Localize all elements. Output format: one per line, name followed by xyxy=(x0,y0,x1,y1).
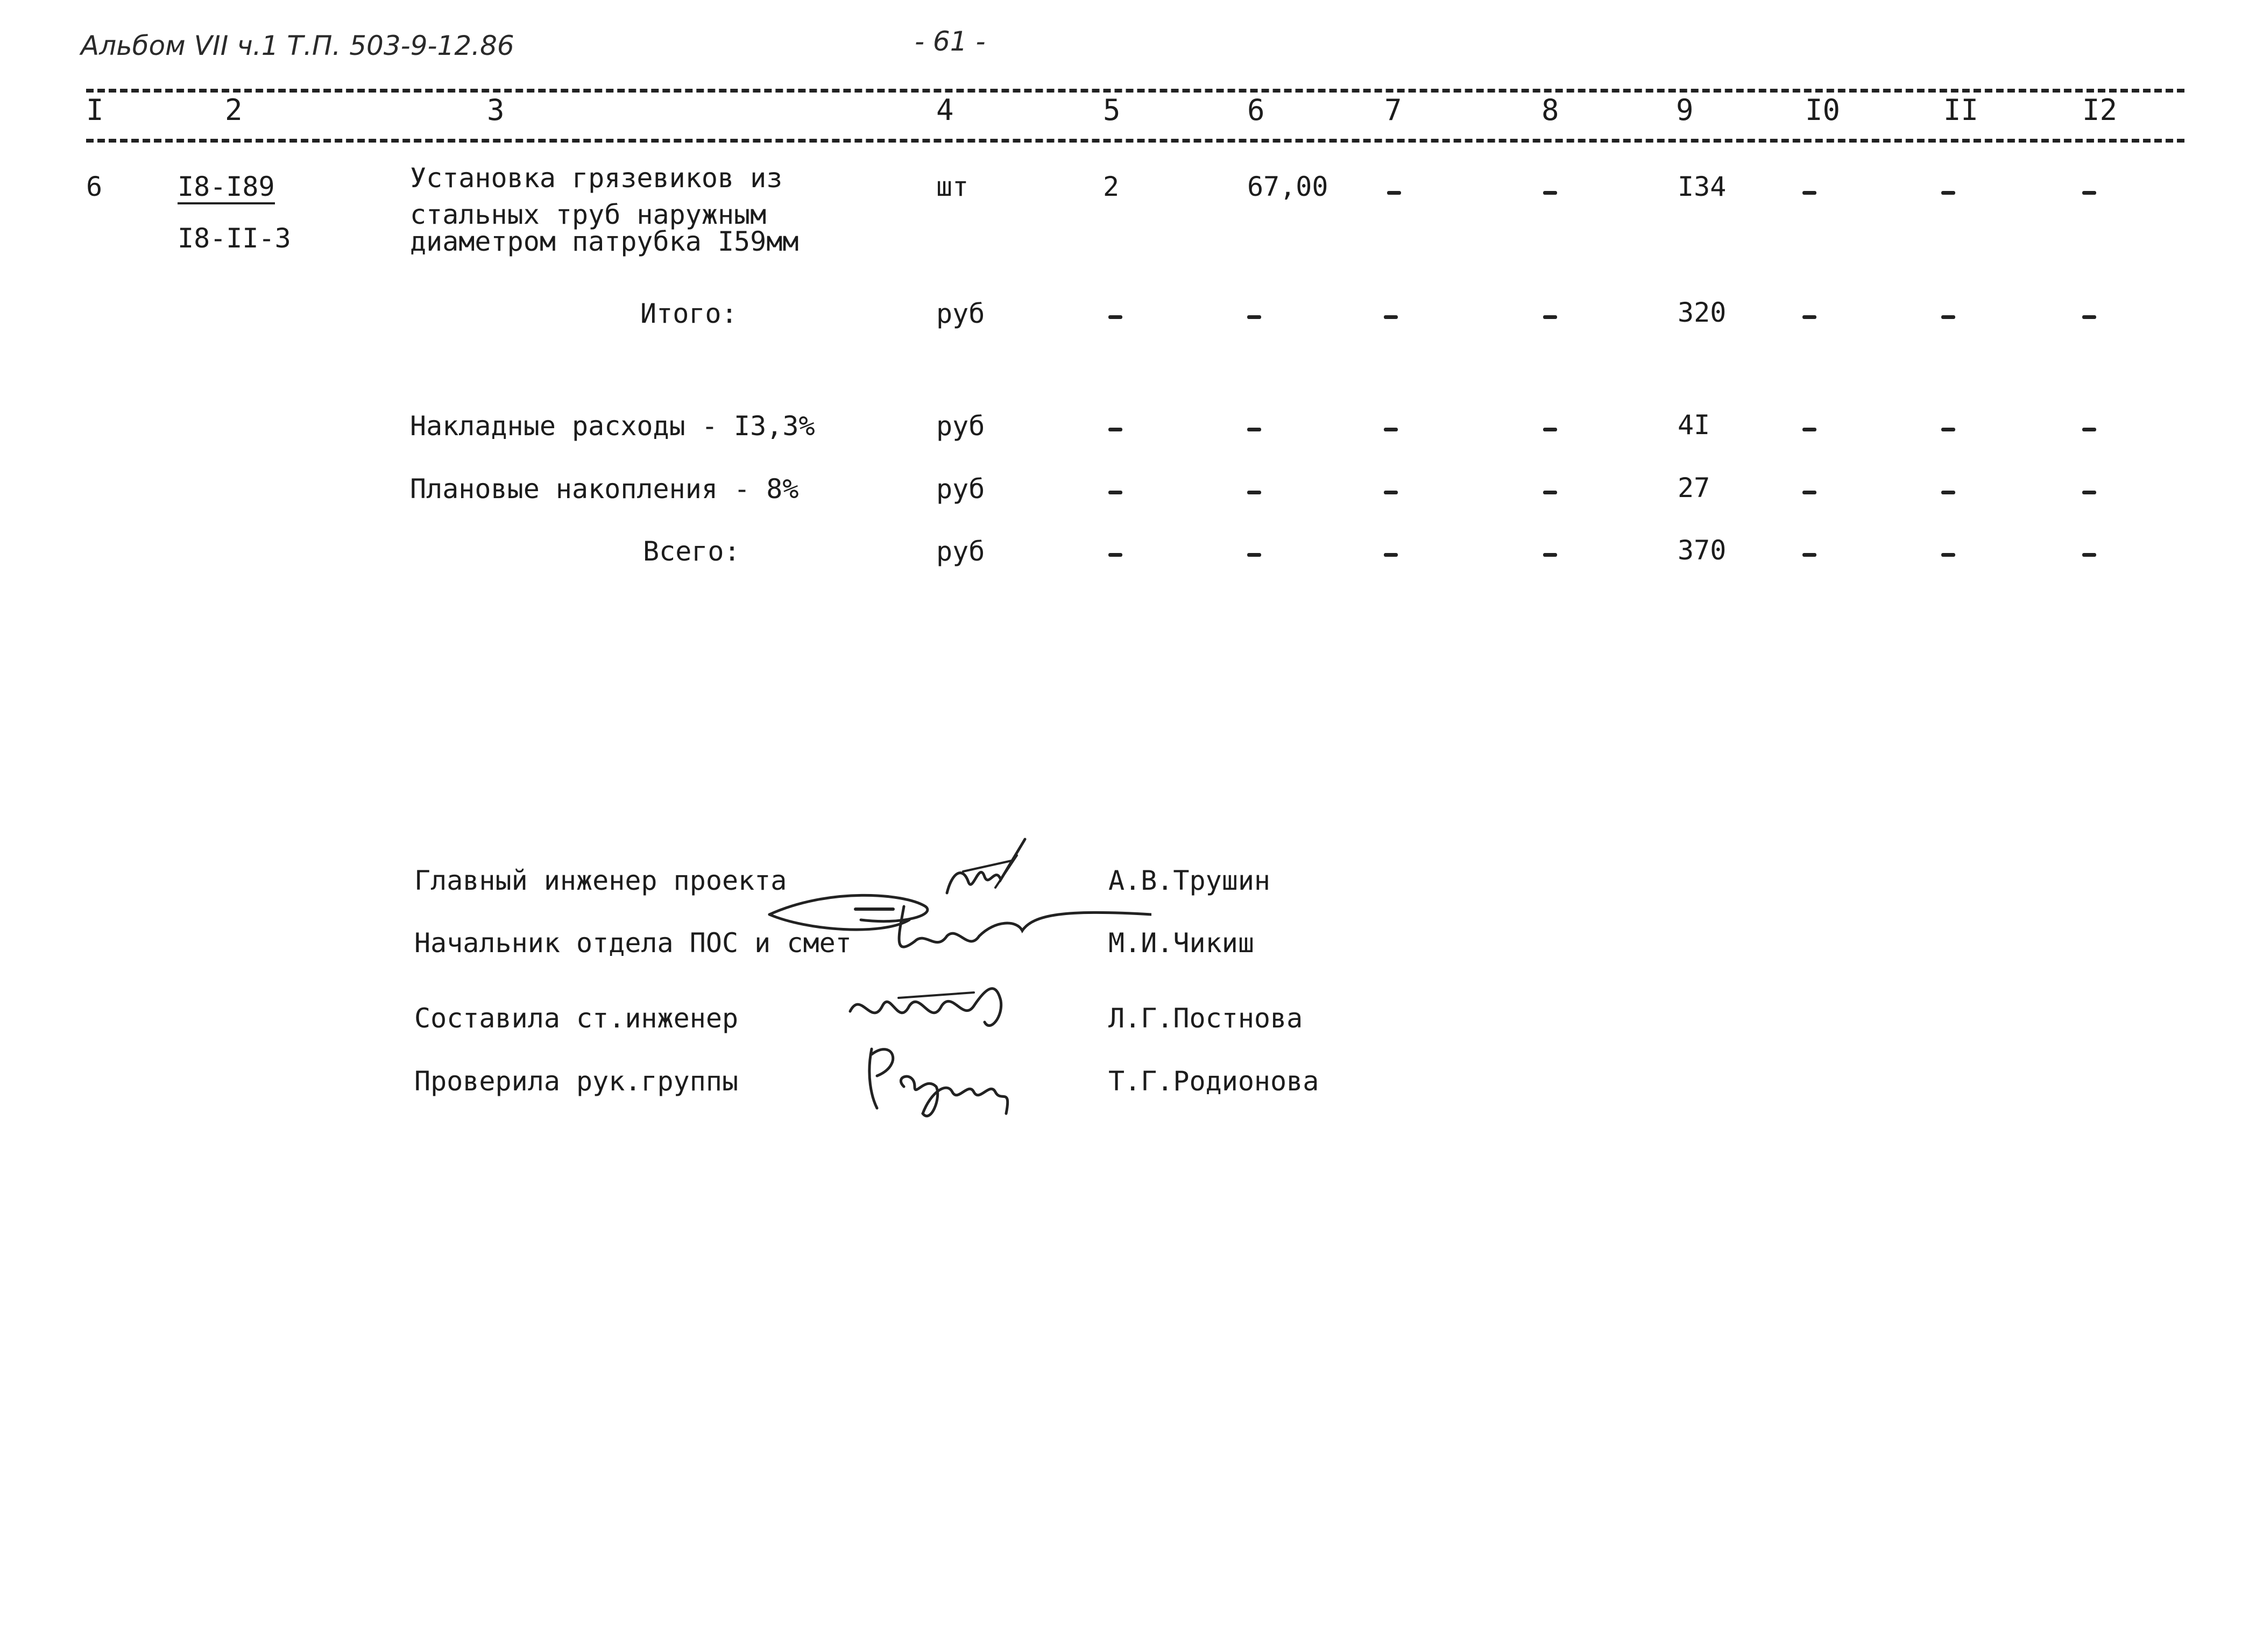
column-header: II xyxy=(1943,93,1979,127)
dash-cell xyxy=(1941,428,1955,431)
signatory-name: Л.Г.Постнова xyxy=(1108,1003,1303,1034)
column-header: I xyxy=(86,93,104,127)
column-header: I2 xyxy=(2082,93,2118,127)
dash-cell xyxy=(1941,491,1955,494)
rate-code-sub: I8-II-3 xyxy=(178,223,291,254)
dash-cell xyxy=(2082,553,2096,557)
dash-cell xyxy=(1543,491,1557,494)
unit-cell: шт xyxy=(936,171,969,202)
dash-cell xyxy=(1384,428,1398,431)
signature-chikish xyxy=(764,877,1151,968)
rate-code: I8-I89 xyxy=(178,173,275,204)
dash-cell xyxy=(1108,315,1122,319)
dash-cell xyxy=(1108,553,1122,557)
column-header: 2 xyxy=(225,93,243,127)
dash-cell xyxy=(2082,191,2096,195)
unit-cell: руб xyxy=(936,410,985,442)
unit-cell: руб xyxy=(936,473,985,505)
dash-cell xyxy=(1247,553,1261,557)
dash-cell xyxy=(1247,315,1261,319)
total-cell: 370 xyxy=(1678,535,1727,566)
total-cell: 27 xyxy=(1678,472,1710,504)
row-label: Итого: xyxy=(640,298,738,329)
dash-cell xyxy=(1247,491,1261,494)
dash-cell xyxy=(1543,191,1557,195)
signatory-name: А.В.Трушин xyxy=(1108,865,1271,896)
row-label: Накладные расходы - I3,3% xyxy=(410,410,815,442)
column-header: 6 xyxy=(1247,93,1265,127)
signature-postnova xyxy=(839,968,1012,1044)
unit-cell: руб xyxy=(936,298,985,329)
dash-cell xyxy=(1543,428,1557,431)
quantity-cell: 2 xyxy=(1103,171,1120,202)
column-header: 8 xyxy=(1541,93,1559,127)
dash-cell xyxy=(1108,491,1122,494)
unit-price-cell: 67,00 xyxy=(1247,171,1328,202)
item-description-line: диаметром патрубка I59мм xyxy=(410,226,799,257)
dash-cell xyxy=(1802,191,1816,195)
dash-cell xyxy=(2082,315,2096,319)
column-header: 9 xyxy=(1676,93,1694,127)
dash-cell xyxy=(2082,428,2096,431)
row-label: Плановые накопления - 8% xyxy=(410,473,799,505)
dash-cell xyxy=(1941,315,1955,319)
dash-cell xyxy=(2082,491,2096,494)
dash-cell xyxy=(1941,191,1955,195)
page-number: - 61 - xyxy=(915,26,986,57)
unit-cell: руб xyxy=(936,536,985,567)
row-label: Всего: xyxy=(643,536,740,567)
signatory-name: М.И.Чикиш xyxy=(1108,927,1254,959)
dash-cell xyxy=(1384,491,1398,494)
signatory-role: Проверила рук.группы xyxy=(414,1066,739,1097)
signatory-role: Главный инженер проекта xyxy=(414,865,787,896)
album-reference: Альбом VII ч.1 Т.П. 503-9-12.86 xyxy=(81,30,514,61)
item-description-line: стальных труб наружным xyxy=(410,199,767,230)
dash-cell xyxy=(1543,553,1557,557)
item-description-line: Установка грязевиков из xyxy=(410,162,783,194)
dash-cell xyxy=(1802,491,1816,494)
signatory-role: Составила ст.инженер xyxy=(414,1003,739,1034)
signatory-role: Начальник отдела ПОС и смет xyxy=(414,927,852,959)
dash-cell xyxy=(1384,315,1398,319)
dash-cell xyxy=(1802,553,1816,557)
total-cell: 4I xyxy=(1678,409,1710,441)
signatory-name: Т.Г.Родионова xyxy=(1108,1066,1319,1097)
dash-cell xyxy=(1802,315,1816,319)
dash-cell xyxy=(1802,428,1816,431)
dash-cell xyxy=(1941,553,1955,557)
dash-cell xyxy=(1247,428,1261,431)
column-header: 5 xyxy=(1103,93,1121,127)
total-cell: I34 xyxy=(1678,171,1727,202)
column-header: 7 xyxy=(1384,93,1402,127)
header-bottom-rule xyxy=(86,139,2184,143)
signature-rodionova xyxy=(855,1033,1028,1130)
dash-cell xyxy=(1543,315,1557,319)
header-top-rule xyxy=(86,89,2184,93)
dash-cell xyxy=(1108,428,1122,431)
column-header: I0 xyxy=(1805,93,1841,127)
dash-cell xyxy=(1384,553,1398,557)
row-number: 6 xyxy=(86,171,103,202)
dash-cell xyxy=(1387,191,1401,195)
column-header: 4 xyxy=(936,93,954,127)
column-header: 3 xyxy=(487,93,505,127)
total-cell: 320 xyxy=(1678,297,1727,328)
